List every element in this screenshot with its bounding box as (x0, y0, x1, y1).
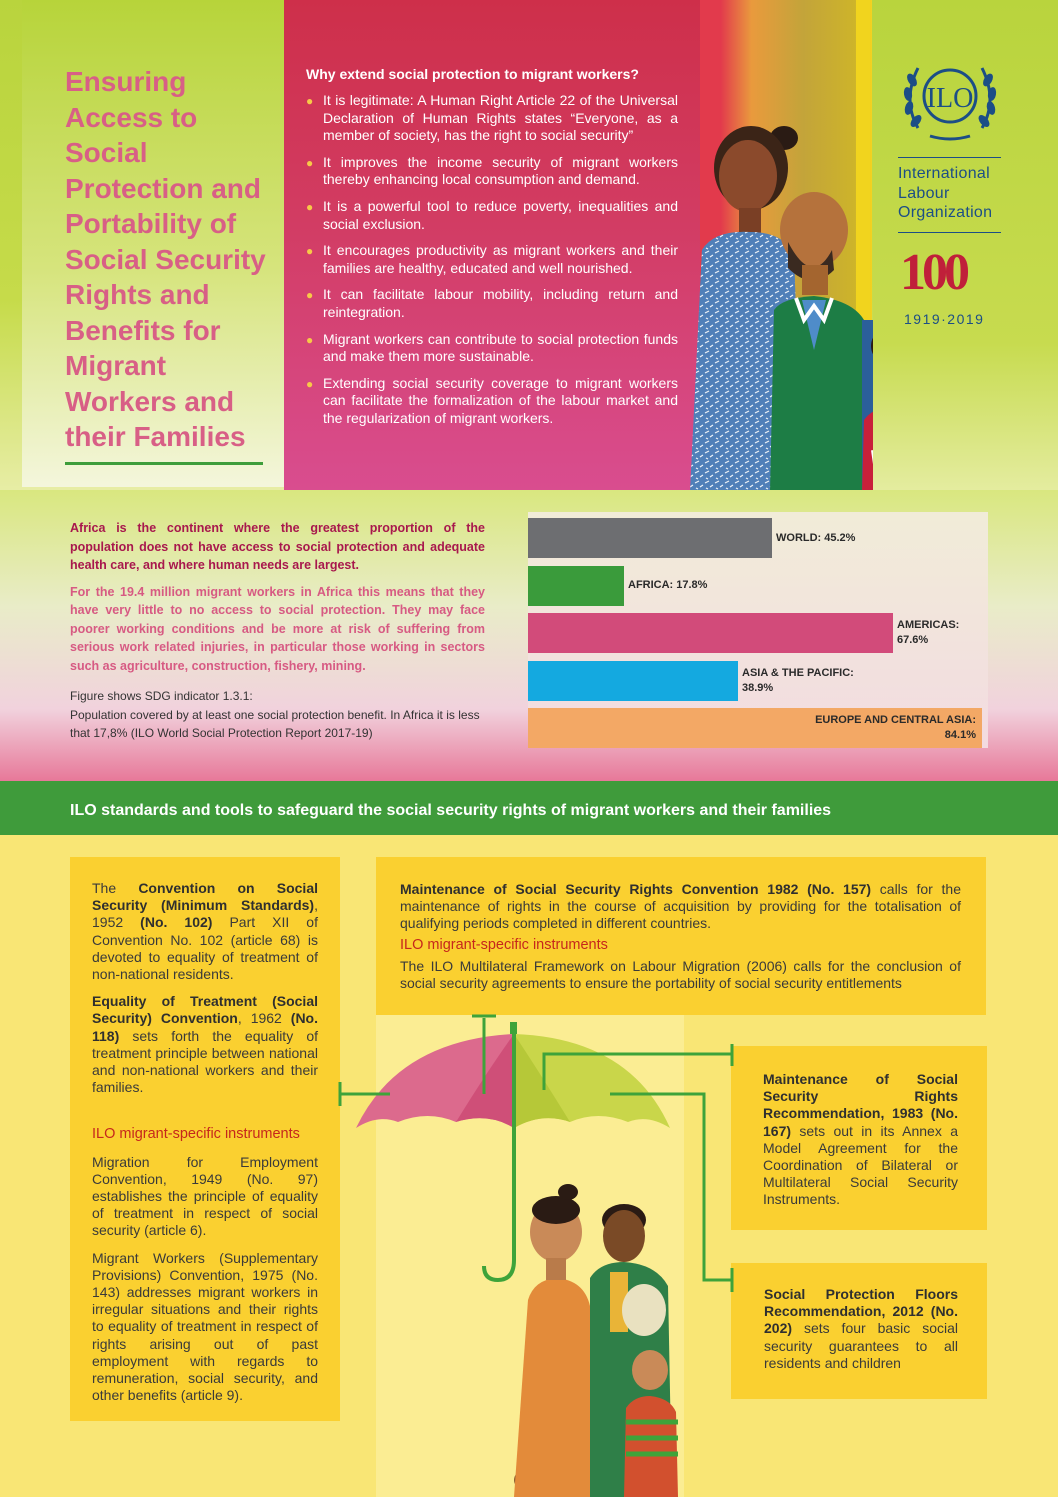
bar-label: ASIA & THE PACIFIC: 38.9% (742, 666, 854, 694)
svg-text:ILO: ILO (926, 83, 974, 114)
why-heading: Why extend social protection to migrant workers? (306, 66, 639, 82)
umbrella-illustration (338, 1010, 738, 1497)
title-underline (65, 462, 263, 465)
left-conventions-text (92, 880, 318, 1414)
convention-143: Migrant Workers (Supplementary Provisions) Convention, 1975 (No. 143) addresses migrant workers in irregular situations and their rights to equality of treatment in respect of rights arising out of past employment with regards to remuneration, social security, and other benefits (article 9). (92, 1249, 318, 1404)
left-migrant-instruments-heading: ILO migrant-specific instruments (92, 1126, 300, 1143)
logo-rule-bottom (898, 232, 1001, 233)
centenary-years: 1919·2019 (904, 311, 985, 327)
list-item: ● Migrant workers can contribute to social protection funds and make them more sustainable. (306, 330, 678, 365)
bullet-icon: ● (306, 332, 314, 347)
recommendation-202: Social Protection Floors Recommendation, 2012 (No. 202) sets four basic social security guarantees to all residents and children (764, 1286, 958, 1371)
bar-label: EUROPE AND CENTRAL ASIA: 84.1% (815, 714, 976, 741)
convention-118: Equality of Treatment (Social Security) Convention, 1962 (No. 118) sets forth the equality of treatment principle between national and non-national workers and their families. (92, 993, 318, 1096)
top-conventions-text (400, 881, 961, 1002)
why-list (304, 92, 678, 437)
bullet-icon: ● (306, 288, 314, 303)
africa-text (70, 519, 485, 683)
africa-paragraph-2: For the 19.4 million migrant workers in Africa this means that they have very little to no access to social protection. They may face poorer working conditions and be more at risk of suffering from serious work related injuries, in particular those working in sectors such as agriculture, construction, fishery, mining. (70, 584, 485, 673)
ilo-emblem-icon (898, 50, 1002, 142)
bar-world (528, 518, 772, 558)
bullet-icon: ● (306, 94, 314, 108)
bullet-icon: ● (306, 155, 314, 170)
recommendation-167: Maintenance of Social Security Rights Recommendation, 1983 (No. 167) sets out in its Annex a Model Agreement for the Coordination of Bilateral or Multilateral Social Security Instruments. (763, 1071, 958, 1208)
centenary-logo: 100 (900, 244, 966, 301)
multilateral-framework: The ILO Multilateral Framework on Labour Migration (2006) calls for the conclusion of social security agreements to ensure the portability of social security entitlements (400, 957, 961, 992)
list-item: ● It can facilitate labour mobility, including return and reintegration. (306, 286, 678, 320)
bullet-icon: ● (306, 376, 314, 391)
bar-label: WORLD: 45.2% (776, 531, 856, 544)
convention-157: Maintenance of Social Security Rights Convention 1982 (No. 157) calls for the maintenance of rights in the course of acquisition by providing for the totalisation of qualifying periods completed in different countries. (400, 881, 961, 932)
top-migrant-instruments-heading: ILO migrant-specific instruments (400, 936, 608, 953)
bar-label: AMERICAS: 67.6% (897, 619, 960, 646)
convention-102: The Convention on Social Security (Minimum Standards), 1952 (No. 102) Part XII of Convention No. 102 (article 68) is devoted to equality of treatment of non-national residents. (92, 880, 319, 983)
figure-caption: Figure shows SDG indicator 1.3.1: Population covered by at least one social protection benefit. In Africa it is less that 17,8% (ILO World Social Protection Report 2017-19) (70, 689, 480, 740)
organization-name: International Labour Organization (898, 165, 993, 221)
list-item: ● It encourages productivity as migrant workers and their families are healthy, educated and well nourished. (306, 242, 678, 276)
africa-paragraph-1: Africa is the continent where the greatest proportion of the population does not have access to social protection and adequate health care, and where human needs are largest. (70, 521, 485, 572)
bullet-icon: ● (306, 244, 314, 259)
convention-97: Migration for Employment Convention, 1949 (No. 97) establishes the principle of equality of treatment in respect of social security (article 6). (92, 1153, 318, 1239)
list-item: ● It is legitimate: A Human Right Article 22 of the Universal Declaration of Human Rights states “Everyone, as a member of society, has the right to social security” (306, 92, 678, 144)
bar-americas (528, 613, 893, 653)
coverage-bar-chart (528, 512, 988, 748)
bullet-icon: ● (306, 199, 314, 214)
bar-asia-the-pacific (528, 661, 738, 701)
list-item: ● It is a powerful tool to reduce poverty, inequalities and social exclusion. (306, 197, 678, 232)
list-item: ● It improves the income security of migrant workers thereby enhancing local consumption and demand. (306, 153, 678, 188)
bar-africa (528, 566, 624, 606)
list-item: ● Extending social security coverage to migrant workers can facilitate the formalization of the labour market and the regularization of migrant workers. (306, 374, 678, 426)
logo-rule-top (898, 157, 1001, 158)
page-title: Ensuring Access to Social Protection and Portability of Social Security Rights and Benefits for Migrant Workers and their Families (65, 66, 266, 452)
section-banner-title: ILO standards and tools to safeguard the social security rights of migrant workers and their families (70, 802, 832, 819)
bar-label: AFRICA: 17.8% (628, 579, 708, 591)
